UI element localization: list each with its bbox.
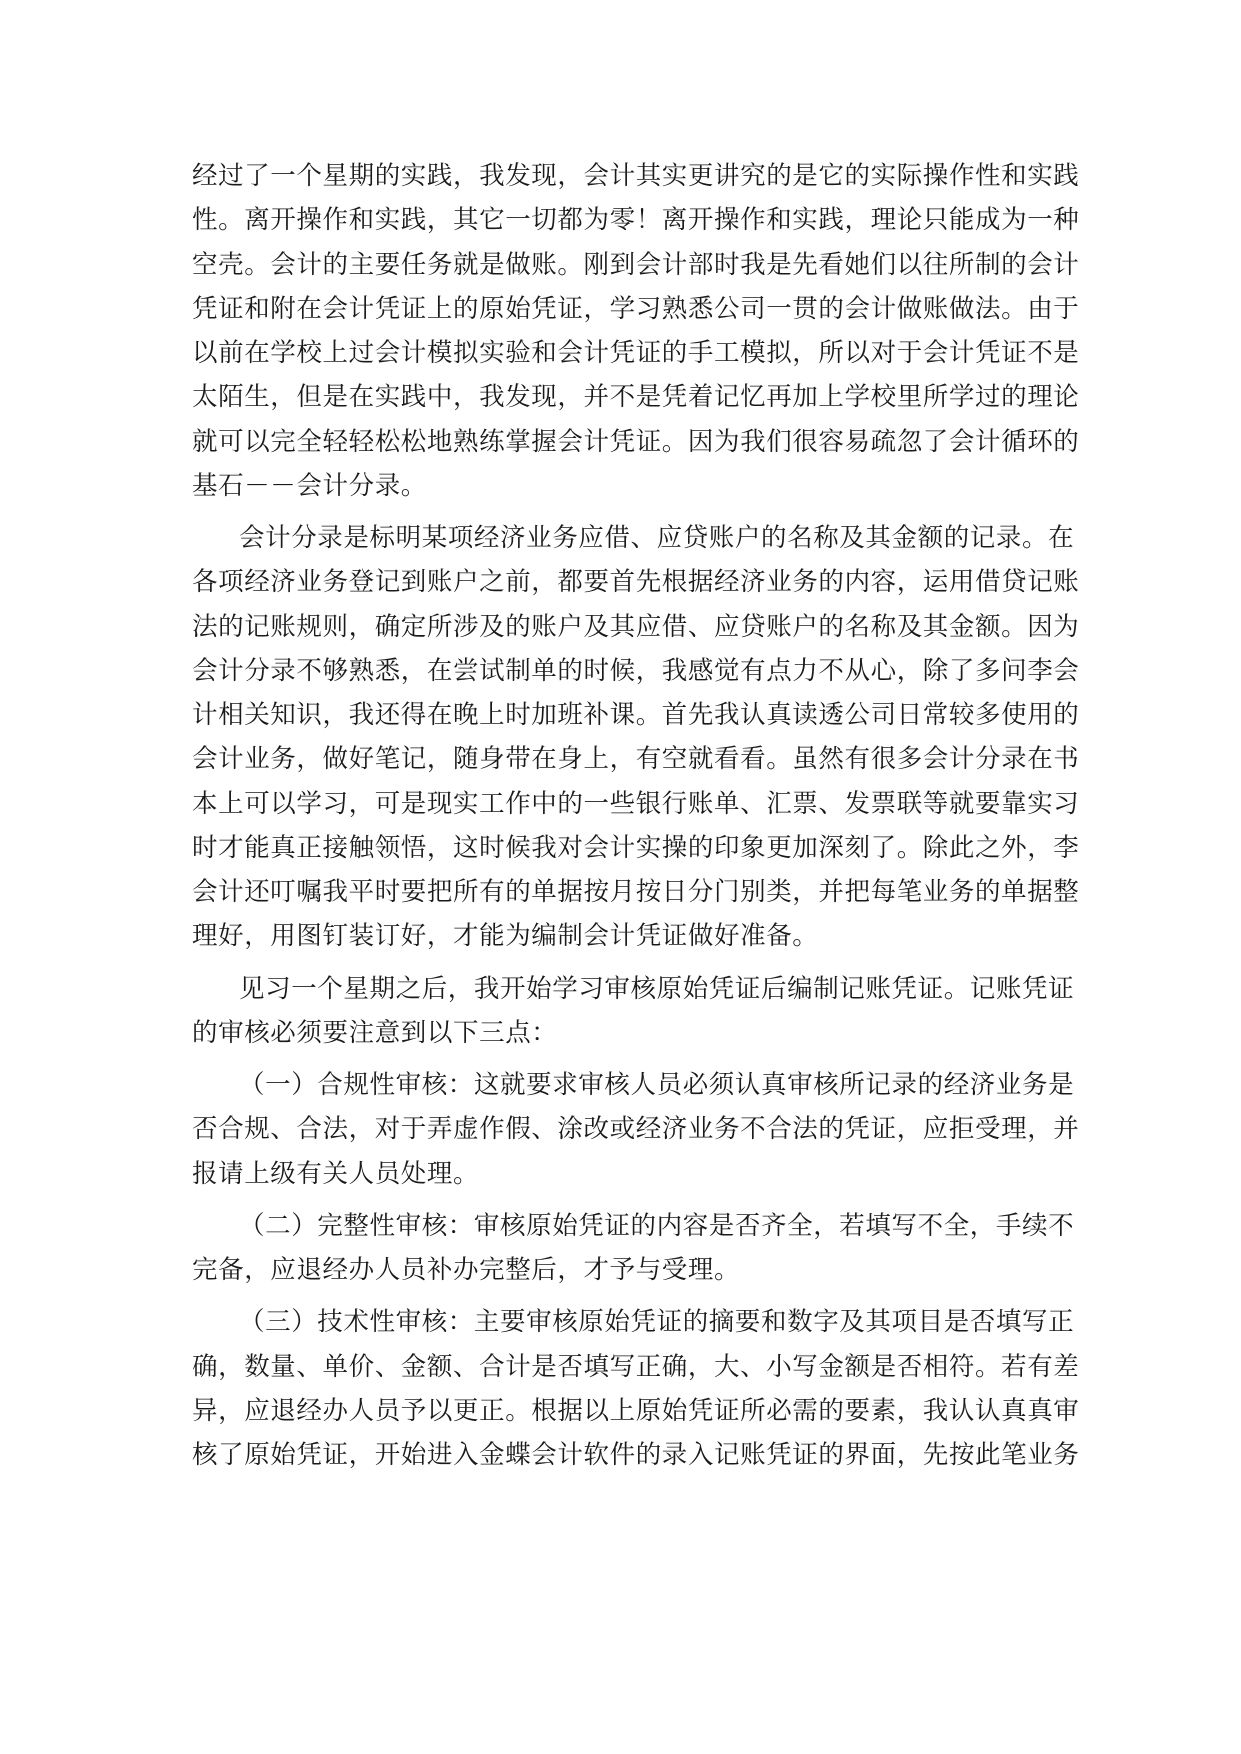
paragraph-1-line-8: 基石－－会计分录。 [192, 470, 427, 501]
paragraph-1-line-2: 性。离开操作和实践，其它一切都为零！离开操作和实践，理论只能成为一种 [192, 205, 1080, 236]
paragraph-1 [192, 154, 1080, 508]
paragraph-4-line-1: （一）合规性审核：这就要求审核人员必须认真审核所记录的经济业务是 [239, 1070, 1075, 1100]
paragraph-1-line-3: 空壳。会计的主要任务就是做账。刚到会计部时我是先看她们以往所制的会计 [192, 249, 1080, 280]
paragraph-6-line-2: 确，数量、单价、金额、合计是否填写正确，大、小写金额是否相符。若有差 [192, 1351, 1080, 1382]
paragraph-1-line-6: 太陌生，但是在实践中，我发现，并不是凭着记忆再加上学校里所学过的理论 [192, 382, 1080, 413]
paragraph-spacer [192, 959, 1048, 967]
paragraph-6 [192, 1300, 1080, 1477]
paragraph-4-line-3: 报请上级有关人员处理。 [192, 1158, 480, 1189]
paragraph-1-line-4: 凭证和附在会计凭证上的原始凭证，学习熟悉公司一贯的会计做账做法。由于 [192, 293, 1080, 324]
paragraph-6-line-3: 异，应退经办人员予以更正。根据以上原始凭证所必需的要素，我认认真真审 [192, 1395, 1080, 1426]
paragraph-4 [192, 1063, 1080, 1196]
paragraph-4-line-2: 否合规、合法，对于弄虚作假、涂改或经济业务不合法的凭证，应拒受理，并 [192, 1114, 1080, 1145]
paragraph-2-line-8: 时才能真正接触领悟，这时候我对会计实操的印象更加深刻了。除此之外，李 [192, 832, 1080, 863]
paragraph-2-line-7: 本上可以学习，可是现实工作中的一些银行账单、汇票、发票联等就要靠实习 [192, 788, 1080, 819]
paragraph-2-line-5: 计相关知识，我还得在晚上时加班补课。首先我认真读透公司日常较多使用的 [192, 700, 1080, 730]
paragraph-spacer [192, 1292, 1048, 1300]
paragraph-2 [192, 516, 1080, 959]
paragraph-2-line-9: 会计还叮嘱我平时要把所有的单据按月按日分门别类，并把每笔业务的单据整 [192, 877, 1080, 907]
paragraph-5 [192, 1204, 1075, 1293]
paragraph-1-line-7: 就可以完全轻轻松松地熟练掌握会计凭证。因为我们很容易疏忽了会计循环的 [192, 426, 1080, 457]
paragraph-3-line-1: 见习一个星期之后，我开始学习审核原始凭证后编制记账凭证。记账凭证 [239, 973, 1075, 1004]
paragraph-6-line-4: 核了原始凭证，开始进入金蝶会计软件的录入记账凭证的界面，先按此笔业务 [192, 1440, 1080, 1470]
paragraph-2-line-10: 理好，用图钉装订好，才能为编制会计凭证做好准备。 [192, 921, 819, 952]
paragraph-2-line-6: 会计业务，做好笔记，随身带在身上，有空就看看。虽然有很多会计分录在书 [192, 744, 1080, 775]
paragraph-3 [192, 967, 1075, 1056]
paragraph-spacer [192, 508, 1048, 516]
paragraph-2-line-1: 会计分录是标明某项经济业务应借、应贷账户的名称及其金额的记录。在 [239, 523, 1075, 553]
paragraph-spacer [192, 1055, 1048, 1063]
paragraph-2-line-2: 各项经济业务登记到账户之前，都要首先根据经济业务的内容，运用借贷记账 [192, 567, 1080, 598]
paragraph-5-line-2: 完备，应退经办人员补办完整后，才予与受理。 [192, 1255, 741, 1285]
paragraph-1-line-1: 经过了一个星期的实践，我发现，会计其实更讲究的是它的实际操作性和实践 [192, 161, 1080, 191]
paragraph-2-line-3: 法的记账规则，确定所涉及的账户及其应借、应贷账户的名称及其金额。因为 [192, 611, 1080, 642]
paragraph-5-line-1: （二）完整性审核：审核原始凭证的内容是否齐全，若填写不全，手续不 [239, 1210, 1075, 1241]
paragraph-1-line-5: 以前在学校上过会计模拟实验和会计凭证的手工模拟，所以对于会计凭证不是 [192, 338, 1080, 368]
paragraph-6-line-1: （三）技术性审核：主要审核原始凭证的摘要和数字及其项目是否填写正 [239, 1307, 1075, 1338]
document-page [192, 154, 1080, 1477]
paragraph-3-line-2: 的审核必须要注意到以下三点： [192, 1017, 558, 1048]
paragraph-2-line-4: 会计分录不够熟悉，在尝试制单的时候，我感觉有点力不从心，除了多问李会 [192, 655, 1080, 686]
paragraph-spacer [192, 1196, 1048, 1204]
